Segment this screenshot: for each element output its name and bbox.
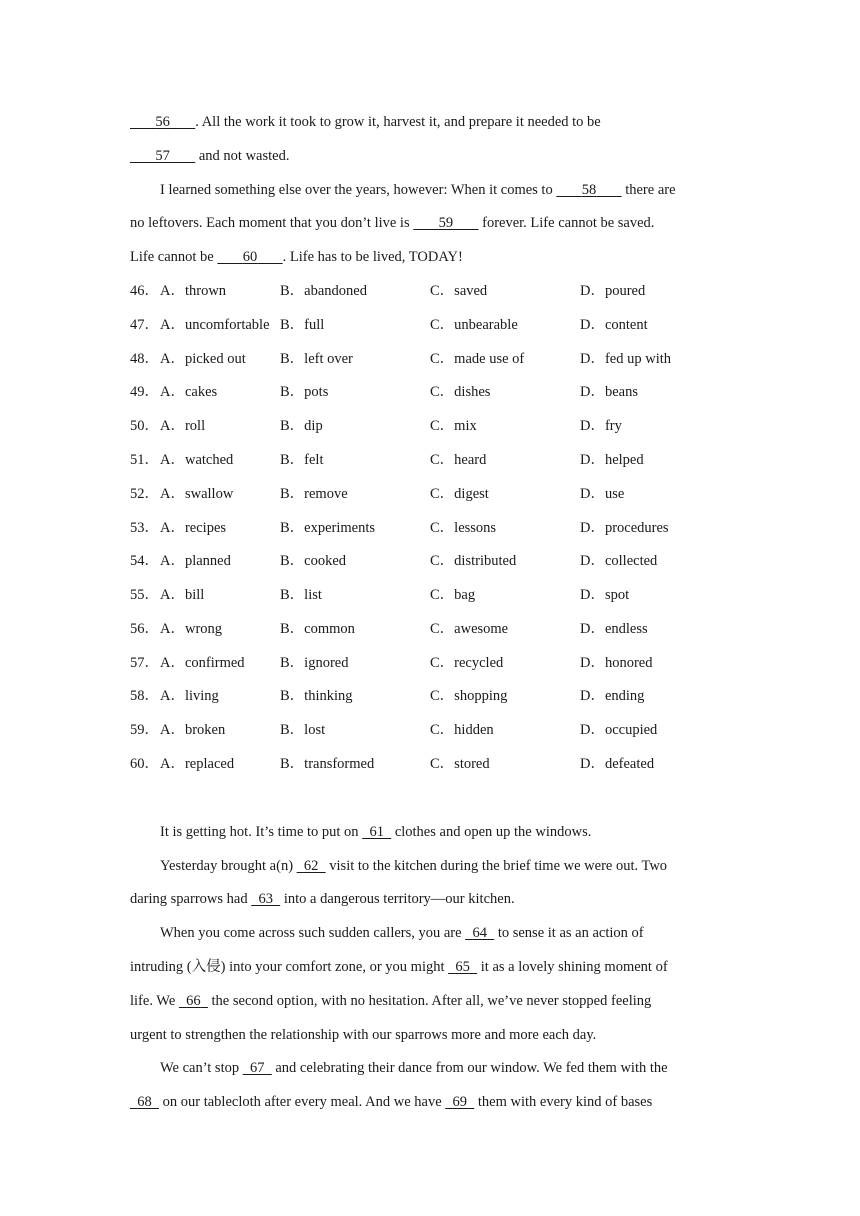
option-b: B．pots xyxy=(280,384,329,400)
option-c: C．shopping xyxy=(430,688,508,704)
option-a: A．watched xyxy=(160,452,234,468)
option-c: C．digest xyxy=(430,486,489,502)
option-b: B．cooked xyxy=(280,553,347,569)
question-row xyxy=(130,654,730,672)
passage-line: 68 on our tablecloth after every meal. And we have 69 them with every kind of bases xyxy=(130,1093,730,1111)
option-b: B．ignored xyxy=(280,655,349,671)
question-row xyxy=(130,451,730,469)
blank-61: 61 xyxy=(369,824,384,840)
option-a: A．thrown xyxy=(160,283,227,299)
question-row xyxy=(130,721,730,739)
option-a: A．living xyxy=(160,688,219,704)
question-number: 46． xyxy=(130,283,159,299)
option-d: D．honored xyxy=(580,655,653,671)
option-d: D．defeated xyxy=(580,756,655,772)
question-number: 54． xyxy=(130,553,159,569)
option-d: D．spot xyxy=(580,587,630,603)
blank-56: ​ 56 xyxy=(130,114,170,130)
blank-66: 66 xyxy=(186,993,201,1009)
option-d: D．collected xyxy=(580,553,658,569)
question-number: 58． xyxy=(130,688,159,704)
option-d: D．content xyxy=(580,317,648,333)
question-row xyxy=(130,417,730,435)
option-d: D．poured xyxy=(580,283,646,299)
option-b: B．abandoned xyxy=(280,283,367,299)
option-c: C．unbearable xyxy=(430,317,518,333)
question-number: 52． xyxy=(130,486,159,502)
option-c: C．saved xyxy=(430,283,488,299)
question-number: 50． xyxy=(130,418,159,434)
passage-line: no leftovers. Each moment that you don’t live is 59 forever. Life cannot be saved. xyxy=(130,215,655,231)
option-b: B．left over xyxy=(280,351,353,367)
passage-line: urgent to strengthen the relationship with our sparrows more and more each day. xyxy=(130,1027,597,1043)
passage-line: 57 and not wasted. xyxy=(130,147,730,165)
question-row xyxy=(130,586,730,604)
blank-59: 59 xyxy=(438,215,454,231)
option-a: A．planned xyxy=(160,553,231,569)
option-c: C．awesome xyxy=(430,621,509,637)
blank-68: 68 xyxy=(137,1094,152,1110)
option-a: A．uncomfortable xyxy=(160,317,270,333)
blank-67: 67 xyxy=(249,1060,265,1076)
question-row xyxy=(130,687,730,705)
option-d: D．beans xyxy=(580,384,638,400)
passage-line: I learned something else over the years, however: When it comes to 58 there are xyxy=(160,182,676,198)
option-d: D．use xyxy=(580,486,625,502)
question-number: 60． xyxy=(130,756,159,772)
option-c: C．stored xyxy=(430,756,490,772)
option-a: A．confirmed xyxy=(160,655,245,671)
option-c: C．dishes xyxy=(430,384,491,400)
blank-64: 64 xyxy=(472,925,487,941)
option-b: B．felt xyxy=(280,452,324,468)
blank-58: 58 xyxy=(581,182,597,198)
question-row xyxy=(130,485,730,503)
option-d: D．fed up with xyxy=(580,351,672,367)
option-b: B．thinking xyxy=(280,688,353,704)
blank-62: 62 xyxy=(303,858,319,874)
option-b: B．experiments xyxy=(280,520,376,536)
option-a: A．wrong xyxy=(160,621,223,637)
passage-line: ​ 56 . All the work it took to grow it, harvest it, and prepare it needed to be xyxy=(130,114,601,130)
passage-line: Life cannot be 60 . Life has to be lived, TODAY! xyxy=(130,249,463,265)
option-d: D．endless xyxy=(580,621,648,637)
option-a: A．replaced xyxy=(160,756,235,772)
blank-57: 57 xyxy=(155,148,170,164)
question-number: 55． xyxy=(130,587,159,603)
option-a: A．recipes xyxy=(160,520,227,536)
option-c: C．bag xyxy=(430,587,476,603)
option-c: C．lessons xyxy=(430,520,497,536)
question-row xyxy=(130,316,730,334)
option-a: A．picked out xyxy=(160,351,246,367)
option-d: D．fry xyxy=(580,418,622,434)
option-a: A．roll xyxy=(160,418,206,434)
question-row xyxy=(130,282,730,300)
question-number: 49． xyxy=(130,384,159,400)
option-c: C．mix xyxy=(430,418,477,434)
option-c: C．made use of xyxy=(430,351,525,367)
option-b: B．transformed xyxy=(280,756,375,772)
option-b: B．list xyxy=(280,587,322,603)
option-a: A．swallow xyxy=(160,486,234,502)
question-row xyxy=(130,350,730,368)
option-d: D．procedures xyxy=(580,520,669,536)
option-d: D．ending xyxy=(580,688,645,704)
passage-line: intruding (入侵) into your comfort zone, or you might 65 it as a lovely shining moment of xyxy=(130,959,668,975)
option-c: C．hidden xyxy=(430,722,494,738)
option-c: C．heard xyxy=(430,452,487,468)
question-row xyxy=(130,519,730,537)
blank-65: 65 xyxy=(455,959,470,975)
option-b: B．common xyxy=(280,621,355,637)
passage-line: Yesterday brought a(n) 62 visit to the kitchen during the brief time we were out. Two xyxy=(160,858,668,874)
question-number: 51． xyxy=(130,452,159,468)
blank-63: 63 xyxy=(258,891,273,907)
passage-line: life. We 66 the second option, with no hesitation. After all, we’ve never stopped feeling xyxy=(130,993,652,1009)
option-c: C．distributed xyxy=(430,553,517,569)
question-number: 48． xyxy=(130,351,159,367)
option-b: B．full xyxy=(280,317,325,333)
option-d: D．helped xyxy=(580,452,644,468)
passage-line: It is getting hot. It’s time to put on 61 clothes and open up the windows. xyxy=(160,824,592,840)
question-row xyxy=(130,552,730,570)
option-a: A．broken xyxy=(160,722,226,738)
option-a: A．bill xyxy=(160,587,205,603)
question-number: 56． xyxy=(130,621,159,637)
option-b: B．lost xyxy=(280,722,326,738)
question-number: 53． xyxy=(130,520,159,536)
passage-line: We can’t stop 67 and celebrating their dance from our window. We fed them with the xyxy=(160,1060,668,1076)
question-row xyxy=(130,383,730,401)
option-b: B．dip xyxy=(280,418,323,434)
blank-60: 60 xyxy=(242,249,258,265)
passage-line: daring sparrows had 63 into a dangerous territory—our kitchen. xyxy=(130,891,515,907)
question-number: 57． xyxy=(130,655,159,671)
option-a: A．cakes xyxy=(160,384,218,400)
question-row xyxy=(130,755,730,773)
question-number: 47． xyxy=(130,317,159,333)
passage-line: When you come across such sudden callers, you are 64 to sense it as an action of xyxy=(160,925,644,941)
question-row xyxy=(130,620,730,638)
blank-69: 69 xyxy=(452,1094,468,1110)
option-c: C．recycled xyxy=(430,655,504,671)
option-d: D．occupied xyxy=(580,722,658,738)
option-b: B．remove xyxy=(280,486,348,502)
question-number: 59． xyxy=(130,722,159,738)
